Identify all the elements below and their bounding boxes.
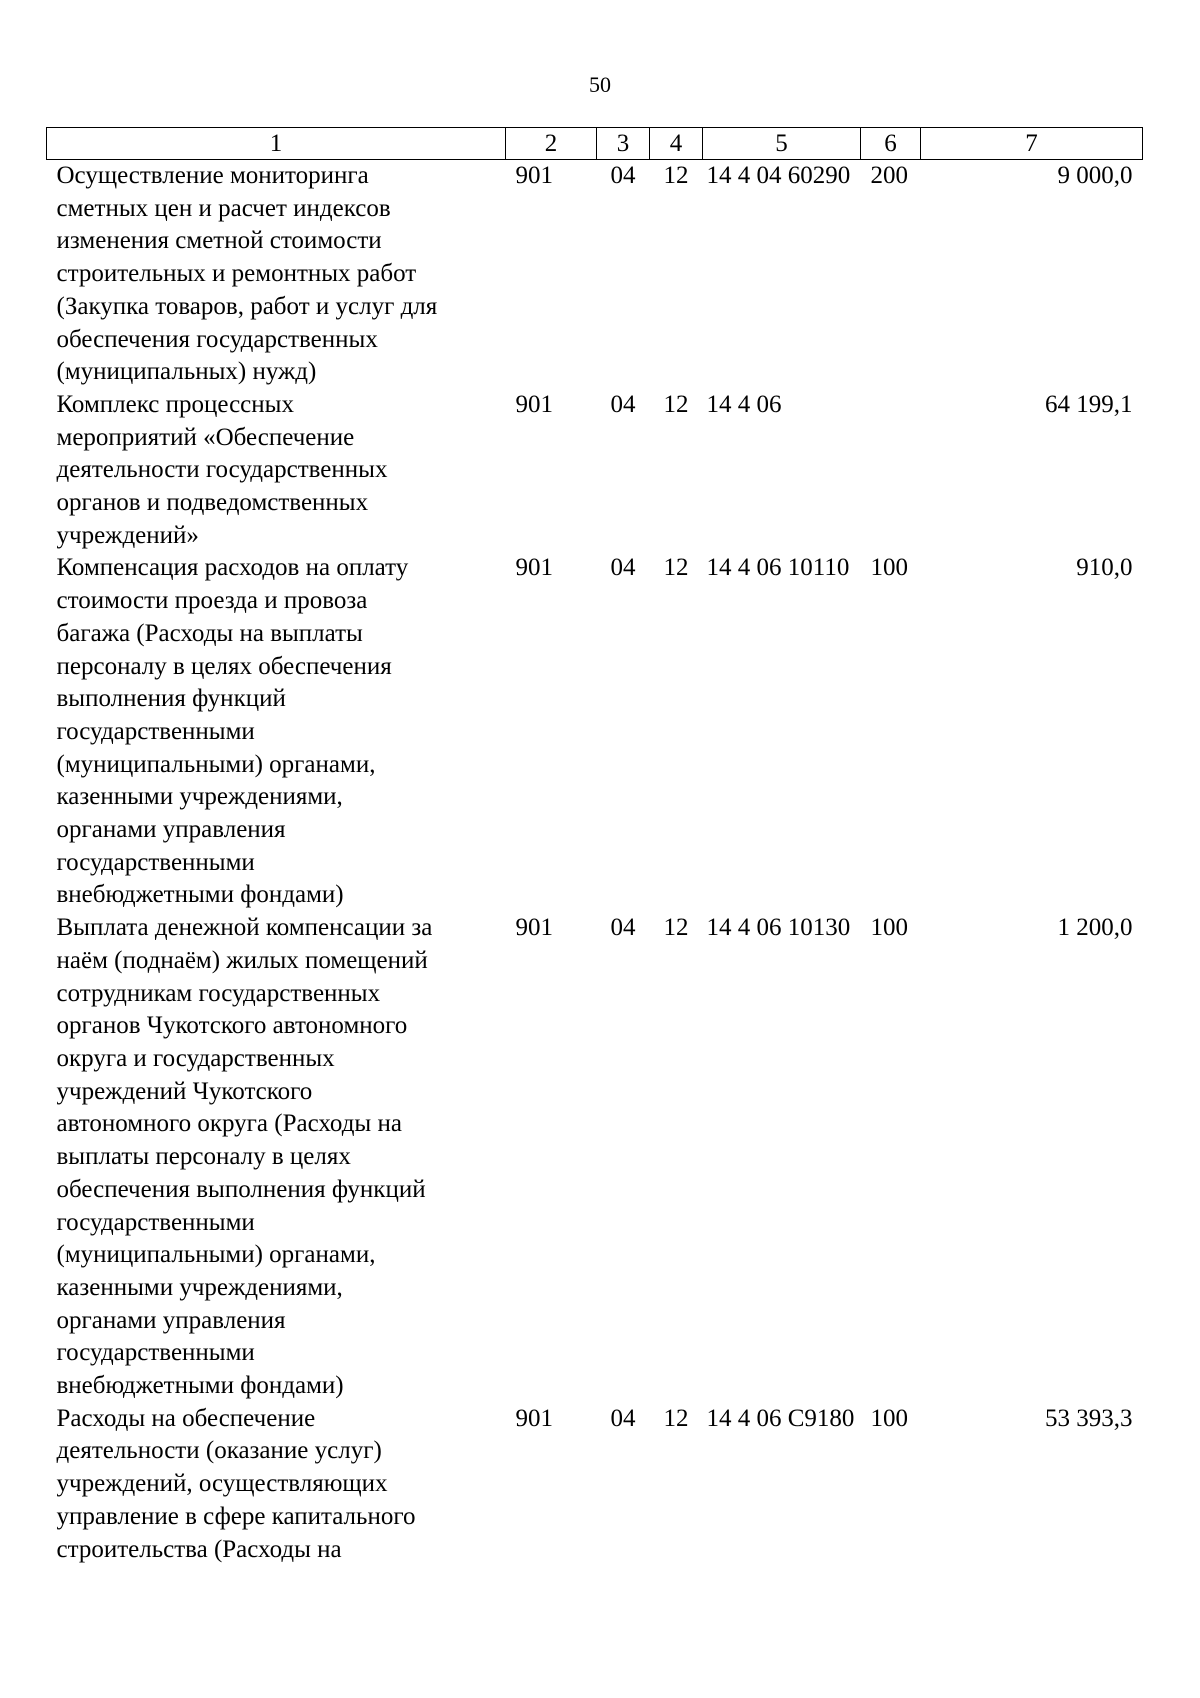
description-line: автономного округа (Расходы на [56,1110,402,1138]
description-line: внебюджетными фондами) [56,881,344,909]
row-description [47,389,506,553]
expense-type-code: 200 [870,162,908,189]
amount-value: 9 000,0 [1057,162,1133,189]
table-header-row [47,128,1143,160]
column-header-6: 6 [861,128,921,160]
description-line: обеспечения государственных [56,325,378,353]
column-header-5: 5 [703,128,861,160]
description-line: государственными [56,1339,255,1367]
ministry-code: 901 [515,914,553,942]
description-line: Компенсация расходов на оплату [56,554,409,582]
section-code: 04 [610,162,636,189]
description-line: персоналу в целях обеспечения [56,652,392,680]
section-code: 04 [610,390,636,418]
table-row [47,1403,1143,1567]
section-code: 04 [610,554,636,582]
description-line: органами управления [56,1306,286,1334]
amount-value: 64 199,1 [1045,390,1133,418]
row-description [47,160,506,389]
section-code: 04 [610,914,636,942]
budget-table [46,127,1143,1566]
description-line: сотрудникам государственных [56,979,381,1007]
table-row [47,389,1143,553]
description-line: учреждений» [56,521,199,549]
subsection-code: 12 [663,554,689,582]
description-line: стоимости проезда и провоза [56,587,368,615]
description-line: управление в сфере капитального [56,1502,416,1530]
description-line: (муниципальными) органами, [56,1241,376,1269]
target-article-code: 14 4 06 10110 [706,554,850,582]
description-line: обеспечения выполнения функций [56,1175,426,1203]
amount-value: 53 393,3 [1045,1404,1133,1432]
table-row [47,912,1143,1403]
description-line: (муниципальных) нужд) [56,358,317,386]
description-line: выплаты персоналу в целях [56,1143,351,1171]
description-line: деятельности государственных [56,456,388,484]
amount-value: 910,0 [1076,554,1133,582]
expense-type-code: 100 [870,554,908,582]
row-description [47,1403,506,1567]
column-header-1: 1 [47,128,506,160]
page-number: 50 [589,72,611,97]
section-code: 04 [610,1404,636,1432]
description-line: изменения сметной стоимости [56,227,382,255]
description-line: багажа (Расходы на выплаты [56,619,363,647]
description-line: строительства (Расходы на [56,1535,342,1563]
target-article-code: 14 4 06 С9180 [706,1404,855,1432]
table-body [47,160,1143,1567]
table-row [47,552,1143,912]
description-line: Осуществление мониторинга [56,162,369,189]
target-article-code: 14 4 04 60290 [706,162,851,189]
target-article-code: 14 4 06 10130 [706,914,851,942]
expense-type-code: 100 [870,914,908,942]
row-description [47,552,506,912]
subsection-code: 12 [663,1404,689,1432]
ministry-code: 901 [515,554,553,582]
description-line: казенными учреждениями, [56,1273,343,1301]
description-line: деятельности (оказание услуг) [56,1437,382,1465]
ministry-code: 901 [515,390,553,418]
ministry-code: 901 [515,1404,553,1432]
subsection-code: 12 [663,390,689,418]
description-line: учреждений Чукотского [56,1077,313,1105]
amount-value: 1 200,0 [1057,914,1133,942]
subsection-code: 12 [663,162,689,189]
subsection-code: 12 [663,914,689,942]
description-line: органами управления [56,816,286,844]
description-line: мероприятий «Обеспечение [56,423,355,451]
ministry-code: 901 [515,162,553,189]
column-header-2: 2 [506,128,597,160]
description-line: Выплата денежной компенсации за [56,914,433,942]
target-article-code: 14 4 06 [706,390,782,418]
column-header-4: 4 [650,128,703,160]
description-line: Расходы на обеспечение [56,1404,316,1432]
description-line: государственными [56,848,255,876]
column-header-7: 7 [921,128,1143,160]
row-description [47,912,506,1403]
description-line: наём (поднаём) жилых помещений [56,946,428,974]
description-line: сметных цен и расчет индексов [56,194,391,222]
description-line: выполнения функций [56,685,286,713]
expense-type-code [861,389,921,553]
description-line: строительных и ремонтных работ [56,260,417,288]
description-line: органов и подведомственных [56,489,369,517]
description-line: государственными [56,717,255,745]
table-row [47,160,1143,389]
description-line: государственными [56,1208,255,1236]
description-line: внебюджетными фондами) [56,1372,344,1400]
description-line: округа и государственных [56,1044,335,1072]
description-line: органов Чукотского автономного [56,1012,408,1040]
description-line: (Закупка товаров, работ и услуг для [56,292,438,320]
description-line: казенными учреждениями, [56,783,343,811]
column-header-3: 3 [597,128,650,160]
description-line: Комплекс процессных [56,390,294,418]
description-line: (муниципальными) органами, [56,750,376,778]
expense-type-code: 100 [870,1404,908,1432]
description-line: учреждений, осуществляющих [56,1470,388,1498]
